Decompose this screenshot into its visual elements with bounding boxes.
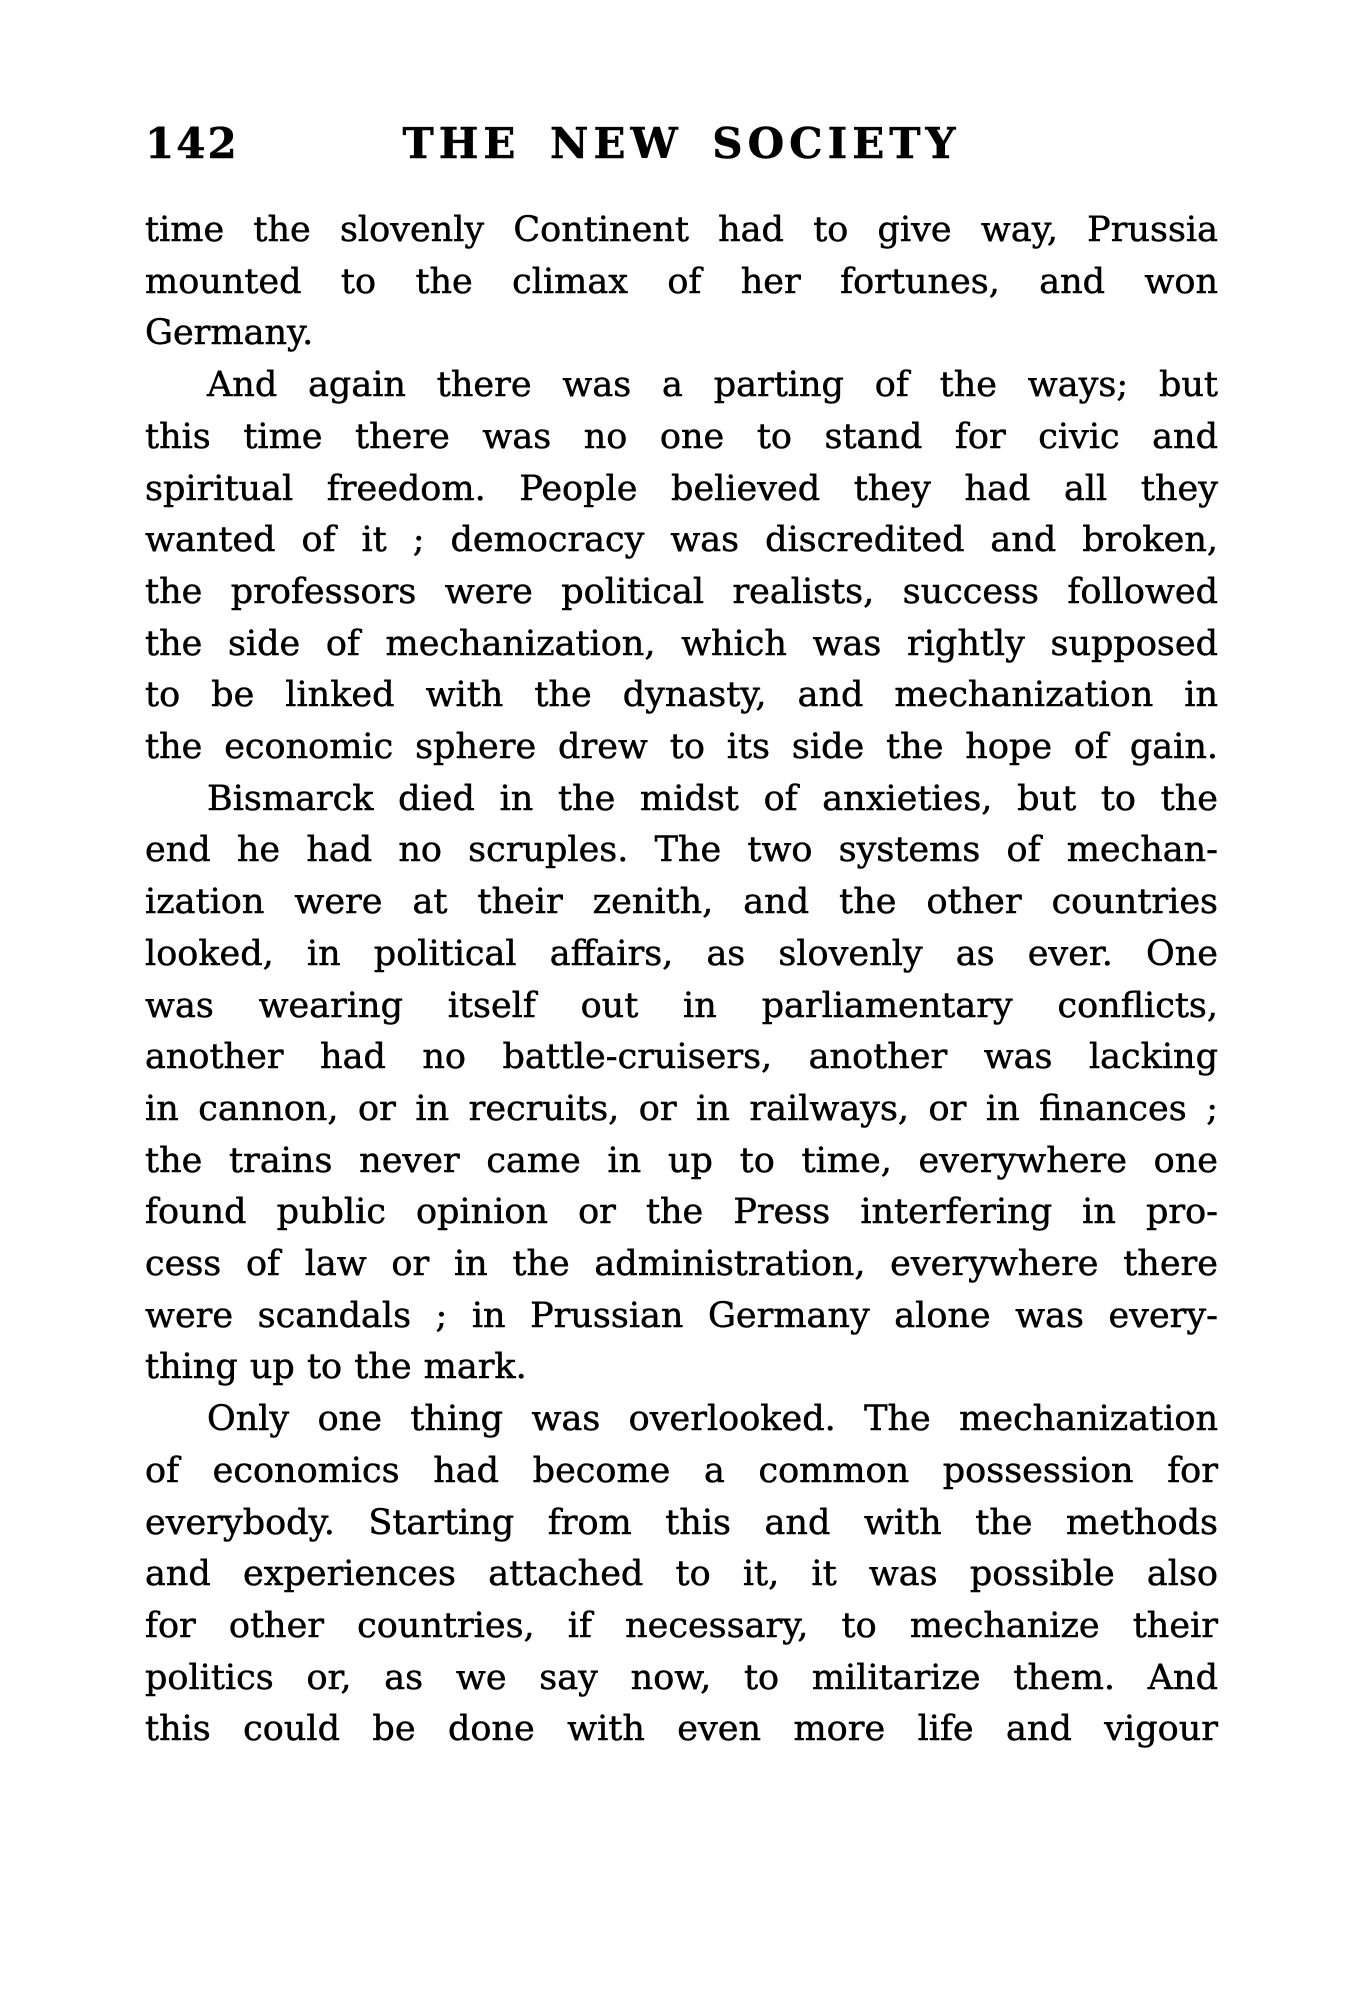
text-line: Only one thing was overlooked. The mechanization [207,1399,1218,1440]
text-line: looked, in political affairs, as slovenly as ever. One [145,933,1218,974]
text-line: And again there was a parting of the ways; but [207,365,1218,406]
text-line: was wearing itself out in parliamentary conflicts, [145,985,1218,1026]
text-line: found public opinion or the Press interfering in pro- [145,1192,1218,1233]
text-line: to be linked with the dynasty, and mechanization in [145,675,1218,716]
text-line: for other countries, if necessary, to mechanize their [145,1605,1218,1646]
text-line: this could be done with even more life and vigour [145,1709,1218,1750]
page-header [145,121,1218,167]
text-line: everybody. Starting from this and with the methods [145,1502,1218,1543]
text-line: were scandals ; in Prussian Germany alone was every- [145,1295,1218,1336]
page-number: 142 [145,119,239,168]
text-line: mounted to the climax of her fortunes, and won [145,261,1218,302]
text-line: end he had no scruples. The two systems of mechan- [145,830,1218,871]
text-line: the side of mechanization, which was rightly supposed [145,623,1218,664]
text-line: Germany. [145,313,314,354]
text-line: the economic sphere drew to its side the hope of gain. [145,727,1218,768]
running-title: THE NEW SOCIETY [402,119,961,168]
text-line: this time there was no one to stand for civic and [145,416,1218,457]
body-text [145,205,1218,1756]
text-line: wanted of it ; democracy was discredited and broken, [145,520,1218,561]
text-line: of economics had become a common possession for [145,1450,1218,1491]
text-line: the trains never came in up to time, everywhere one [145,1140,1218,1181]
text-line: the professors were political realists, success followed [145,571,1218,612]
text-line: cess of law or in the administration, everywhere there [145,1244,1218,1285]
text-line: time the slovenly Continent had to give way, Prussia [145,210,1218,250]
text-line: Bismarck died in the midst of anxieties, but to the [207,778,1218,819]
text-line: thing up to the mark. [145,1347,527,1388]
text-line: spiritual freedom. People believed they had all they [145,468,1218,509]
text-line: ization were at their zenith, and the other countries [145,882,1218,923]
text-line: and experiences attached to it, it was possible also [145,1554,1218,1595]
text-line: politics or, as we say now, to militarize them. And [145,1657,1218,1698]
text-line: in cannon, or in recruits, or in railways, or in finances ; [145,1088,1218,1129]
text-line: another had no battle-cruisers, another was lacking [145,1037,1218,1078]
